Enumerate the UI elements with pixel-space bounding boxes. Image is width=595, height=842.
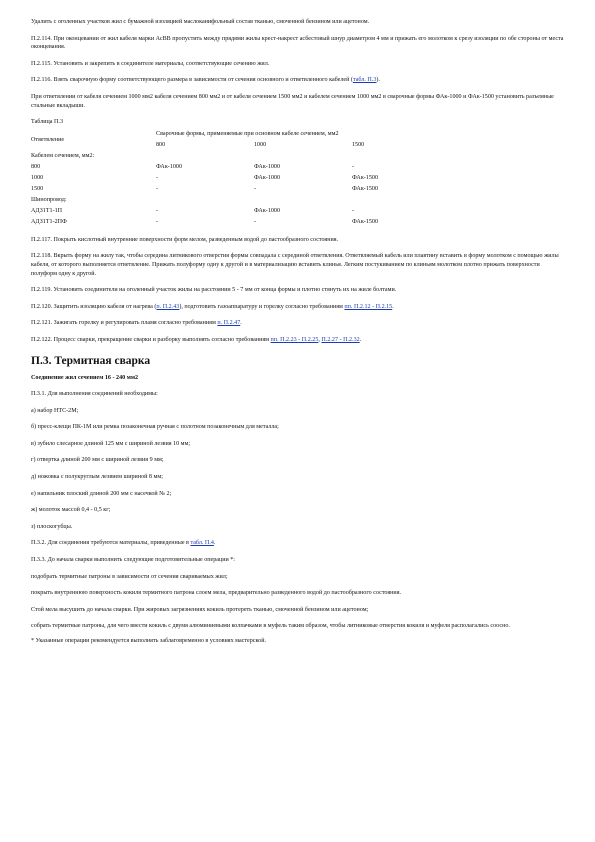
link-p2-43[interactable]: п. П.2.43 (156, 303, 180, 310)
table-cell: ФАк-1500 (352, 218, 379, 225)
table-col-1500: 1500 (352, 141, 365, 148)
table-cell: 1000 (31, 174, 44, 181)
table-cell: 800 (31, 163, 41, 170)
paragraph-p2-116b: При ответвлении от кабеля сечением 1000 мм2 кабеля сечением 800 мм2 и от кабеля сечением 1500 мм2 и кабелем сечением 1000 мм2 в сварочные формы ФАк-1000 и ФАк-1500 установить разъемные стальные вкладыши. (31, 93, 554, 109)
table-section-busbar (31, 197, 472, 208)
paragraph-intro: Удалить с оголенных участков жил с бумажной изоляцией маслоканифольный состав тканью, смоченной бензином или ацетоном. (31, 19, 370, 25)
operation-item: покрыть внутреннюю поверхность кокиля термитного патрона слоем мела, предварительно разведенного водой до пастообразного состояния. (31, 590, 402, 597)
table-row (31, 175, 472, 186)
list-item: б) пресс-клещи ПК-1М или ремка позаконечная ручная с полотном позаконечным для металла; (31, 424, 279, 431)
table-cell: ФАк-1500 (352, 174, 379, 181)
paragraph-p2-115: П.2.115. Установить и закрепить в соединителе материалы, соответствующие сечению жил. (31, 60, 270, 67)
table-section1-label: Кабелем сечением, мм2: (31, 152, 95, 159)
paragraph-p3-3: П.3.3. До начала сварки выполнить следующие подготовительные операции *: (31, 557, 236, 564)
table-section2-label: Шинопровод: (31, 196, 67, 203)
footnote: * Указанные операции рекомендуется выполнять заблаговременно в условиях мастерской. (31, 638, 266, 644)
link-pp-2-23-2-25[interactable]: пп. П.2.23 - П.2.25 (270, 336, 319, 343)
operation-item: подобрать термитные патроны в зависимости от сечения свариваемых жил; (31, 573, 228, 580)
paragraph-p2-118: П.2.118. Вкрыть форму на жилу так, чтобы середина литникового отверстия формы совпадала с серединой ответвления. Ответвляемый кабель или плавтину вставить в форму молотком с помощью жилы кабеля, от которого выполняется ответвление. Прижать полуформу одну к другой и в материализацию вставить клинья. Легким постукиванием по клиньям молотком плотно прижать поверхности полуформ одну к другой. (31, 253, 559, 277)
p2-116-text: П.2.116. Взять сварочную форму соответствующего размера в зависимости от сечения основного и ответвленного кабелей ( (31, 77, 353, 84)
p2-116-tail: ). (376, 77, 380, 84)
table-cell: ФАк-1500 (352, 185, 379, 192)
table-cell: ФАк-1000 (254, 174, 281, 181)
p2-120-tail: . (392, 303, 394, 310)
link-p2-27-2-32[interactable]: П.2.27 - П.2.32 (321, 336, 360, 343)
p2-122-tail: . (359, 336, 362, 343)
table-cell: - (156, 174, 159, 181)
p3-2-tail: . (213, 540, 216, 547)
table-header-row-2 (31, 142, 472, 153)
table-section-cable (31, 153, 472, 164)
list-item: в) зубило слесарное длиной 125 мм с шириной лезвия 10 мм; (31, 440, 191, 447)
table-cell: - (156, 207, 159, 214)
p2-122-text: П.2.122. Процесс сварки, прекращение сварки и разборку выполнять согласно требованиям (31, 336, 271, 343)
document-page (31, 18, 567, 646)
link-table-p4[interactable]: табл. П.4 (190, 540, 214, 547)
table-cell: - (352, 207, 355, 214)
list-item: з) плоскогубцы. (31, 523, 73, 530)
table-p3 (31, 131, 472, 230)
table-header-main: Сварочные формы, применяемые при основном кабеле сечением, мм2 (156, 130, 339, 137)
table-col-800: 800 (156, 141, 166, 148)
section-subheading: Соединение жил сечением 16 - 240 мм2 (31, 374, 139, 381)
table-cell: - (156, 185, 159, 192)
table-row (31, 208, 472, 219)
list-item: д) ножовка с полукруглым лезвием шириной 8 мм; (31, 474, 163, 481)
paragraph-p2-116 (31, 76, 567, 85)
table-row (31, 219, 472, 230)
list-item: ж) молоток массой 0,4 - 0,5 кг; (31, 507, 111, 514)
p2-122-mid: , (318, 336, 322, 343)
paragraph-p2-114: П.2.114. При оконцевании от жил кабеля марки АсВВ пропустить между прядями жилы крест-накрест асбестовый шнур диаметром 4 мм и прижать его молотком к срезу изоляции по обе стороны от места оконцевания. (31, 35, 564, 51)
link-table-p3[interactable]: табл. П.3 (352, 77, 377, 84)
link-p2-47[interactable]: п. П.2.47 (217, 320, 241, 327)
table-col0-header: Ответвление (31, 136, 65, 143)
table-row (31, 186, 472, 197)
table-cell: ФАк-1000 (156, 163, 183, 170)
table-col-1000: 1000 (254, 141, 267, 148)
table-cell: АДЗ1Т1-1П (31, 207, 63, 214)
operation-item: собрать термитные патроны, для чего ввести кокиль с двумя алюминиевыми колпачками в муфель таким образом, чтобы литниковые отверстия кокиля и муфеля располагались соосно. (31, 623, 510, 630)
table-caption: Таблица П.3 (31, 119, 63, 126)
operation-item: Стой мела высушить до начала сварки. При жировых загрязнениях кокиль протереть тканью, смоченной бензином или ацетоном; (31, 606, 369, 613)
list-item: г) отвертка длиной 200 мм с шириной лезвия 9 мм; (31, 457, 164, 464)
section-heading: П.3. Термитная сварка (31, 354, 151, 367)
paragraph-p3-2 (31, 539, 567, 548)
table-cell: - (156, 218, 159, 225)
table-cell: 1500 (31, 185, 44, 192)
link-pp-2-12-2-15[interactable]: пп. П.2.12 - П.2.15 (344, 303, 393, 310)
paragraph-p2-120 (31, 303, 567, 312)
p3-2-text: П.3.2. Для соединения требуются материалы, приведенные в (31, 540, 191, 547)
table-row (31, 164, 472, 175)
p2-120-mid: ), подготовить газоаппаратуру и горелку согласно требованиям (179, 303, 345, 310)
paragraph-p2-117: П.2.117. Покрыть кислотный внутренние поверхности форм мелом, разведенным водой до пастообразного состояния. (31, 236, 339, 243)
paragraph-p2-122 (31, 336, 567, 345)
list-item: е) напильник плоский длиной 200 мм с насечкой № 2; (31, 490, 172, 497)
p2-120-text: П.2.120. Защитить изоляцию кабеля от нагрева ( (31, 303, 157, 310)
table-cell: - (254, 185, 257, 192)
list-item: а) набор НТС-2М; (31, 407, 79, 414)
p2-121-text: П.2.121. Зажигать горелку и регулировать пламя согласно требованиям (31, 320, 218, 327)
p2-121-tail: . (240, 320, 242, 327)
paragraph-p3-1: П.3.1. Для выполнения соединений необходимы: (31, 391, 158, 398)
table-cell: - (254, 218, 257, 225)
table-cell: - (352, 163, 355, 170)
paragraph-p2-119: П.2.119. Установить соединители на оголенный участок жилы на расстоянии 5 - 7 мм от конца формы и плотно стянуть их на жиле болтами. (31, 287, 397, 294)
table-cell: АДЗ1Т1-2ПФ (31, 218, 67, 225)
table-cell: ФАк-1000 (254, 207, 281, 214)
table-cell: ФАк-1000 (254, 163, 281, 170)
paragraph-p2-121 (31, 319, 567, 328)
